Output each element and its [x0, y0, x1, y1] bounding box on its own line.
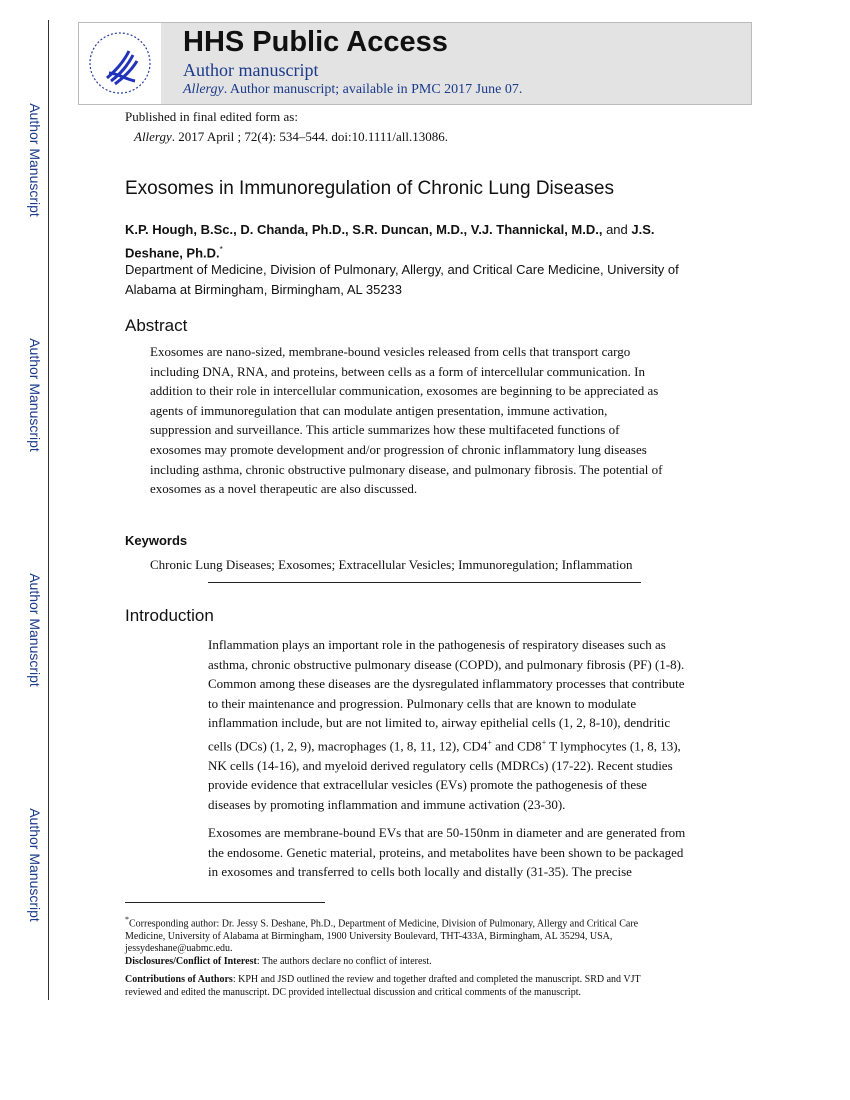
footnote-rule	[125, 902, 325, 903]
hhs-eagle-icon	[79, 23, 161, 104]
text-line: Alabama at Birmingham, Birmingham, AL 35233	[125, 282, 402, 297]
footnote-text: Corresponding author: Dr. Jessy S. Deshane, Ph.D., Department of Medicine, Division of Pulmonary, Allergy and Critical Care	[129, 918, 639, 930]
text-line: suppression and surveillance. This article summarizes how these multifaceted functions of	[150, 422, 620, 438]
corresponding-author-note	[125, 914, 638, 956]
text-line: provide evidence that extracellular vesicles (EVs) promote the pathogenesis of these	[208, 777, 647, 793]
authors-text: Deshane, Ph.D.	[125, 245, 220, 261]
introduction-heading: Introduction	[125, 606, 214, 625]
text-line: cells (DCs) (1, 2, 9), macrophages (1, 8, 11, 12), CD4+ and CD8+ T lymphocytes (1, 8, 13),	[208, 737, 681, 754]
text-line: exosomes may promote development and/or progression of chronic inflammatory lung diseases	[150, 441, 647, 457]
side-label	[27, 560, 43, 700]
side-label-text: Author Manuscript	[27, 808, 43, 922]
availability-line	[183, 82, 522, 98]
text-line: Common among these diseases are the dysregulated inflammatory processes that contribute	[208, 676, 685, 692]
footnote-text: Medicine, University of Alabama at Birmingham, 1900 University Boulevard, THT-433A, Birmingham, AL 35294, USA,	[125, 930, 613, 942]
disclosures-note	[125, 956, 432, 969]
text-line: agents of immunoregulation that can modulate antigen presentation, immune activation,	[150, 402, 608, 418]
side-label-text: Author Manuscript	[27, 573, 43, 687]
text-line	[125, 914, 638, 931]
intro-paragraph-1	[208, 635, 685, 815]
disclosures-text: : The authors declare no conflict of interest.	[256, 956, 432, 967]
side-label-text: Author Manuscript	[27, 338, 43, 452]
text-line	[125, 974, 641, 987]
text-line: addition to their role in intercellular communication, exosomes are beginning to be appreciated as	[150, 383, 659, 399]
availability-text: . Author manuscript; available in PMC 2017 June 07.	[223, 82, 523, 97]
footnote-mark: *	[219, 245, 223, 254]
journal-name: Allergy	[183, 82, 224, 97]
text-line: to their maintenance and progression. Pulmonary cells that are known to modulate	[208, 695, 637, 711]
article-title: Exosomes in Immunoregulation of Chronic Lung Diseases	[125, 178, 614, 199]
text-line	[125, 931, 638, 944]
authors	[125, 220, 655, 263]
authors-and: and	[602, 222, 632, 237]
text-line: including asthma, chronic obstructive pulmonary disease, and pulmonary fibrosis. The potential of	[150, 461, 663, 477]
text-line: NK cells (14-16), and myeloid derived regulatory cells (MDRCs) (17-22). Recent studies	[208, 757, 673, 773]
text-line: the endosome. Genetic material, proteins, and metabolites have been shown to be packaged	[208, 844, 684, 860]
divider	[208, 582, 641, 583]
hhs-title: HHS Public Access	[183, 26, 448, 58]
keywords: Chronic Lung Diseases; Exosomes; Extracellular Vesicles; Immunoregulation; Inflammation	[150, 557, 633, 572]
footnote-text: reviewed and edited the manuscript. DC provided intellectual discussion and critical comments of the manuscript.	[125, 986, 581, 998]
footnote-text: jessydeshane@uabmc.edu.	[125, 943, 233, 955]
contributions-label: Contributions of Authors	[125, 974, 233, 985]
affiliation	[125, 260, 679, 300]
text-line: including DNA, RNA, and proteins, between cells as a form of intercellular communication. In	[150, 363, 645, 379]
side-label	[27, 325, 43, 465]
keywords-heading: Keywords	[125, 533, 188, 548]
text-line: Exosomes are nano-sized, membrane-bound vesicles released from cells that transport cargo	[150, 344, 631, 359]
footnote-mark: *	[125, 915, 129, 924]
text-line: Exosomes are membrane-bound EVs that are 50-150nm in diameter and are generated from	[208, 825, 686, 840]
published-label: Published in final edited form as:	[125, 109, 298, 124]
text-line	[125, 987, 641, 1000]
text-line: inflammation include, but are not limited to, airway epithelial cells (1, 2, 8-10), dendritic	[208, 715, 671, 731]
text-line: exosomes as a novel therapeutic are also discussed.	[150, 481, 418, 497]
text-line	[125, 943, 638, 956]
hhs-logo	[79, 23, 161, 104]
text-line: in exosomes and transferred to cells both locally and distally (31-35). The precise	[208, 864, 632, 880]
abstract-heading: Abstract	[125, 316, 188, 335]
journal-name: Allergy	[134, 128, 172, 144]
citation: . 2017 April ; 72(4): 534–544. doi:10.1111/all.13086.	[171, 128, 449, 144]
text-line: asthma, chronic obstructive pulmonary disease (COPD), and pulmonary fibrosis (PF) (1-8).	[208, 656, 685, 672]
margin-rule	[48, 20, 49, 1000]
footnote-text: : KPH and JSD outlined the review and together drafted and completed the manuscript. SRD and VJT	[232, 974, 641, 985]
abstract-body	[150, 342, 662, 499]
authors-text: J.S.	[631, 222, 655, 237]
text-line: Inflammation plays an important role in the pathogenesis of respiratory diseases such as	[208, 637, 666, 652]
side-label	[27, 795, 43, 935]
contributions-note	[125, 974, 641, 999]
disclosures-label: Disclosures/Conflict of Interest	[125, 956, 257, 967]
side-label	[27, 90, 43, 230]
text-line: Department of Medicine, Division of Pulmonary, Allergy, and Critical Care Medicine, University of	[125, 262, 679, 277]
authors-text: K.P. Hough, B.Sc., D. Chanda, Ph.D., S.R. Duncan, M.D., V.J. Thannickal, M.D.,	[125, 222, 603, 237]
text-line: diseases by promoting inflammation and immune activation (23-30).	[208, 797, 566, 813]
author-manuscript-label: Author manuscript	[183, 60, 319, 80]
intro-paragraph-2	[208, 823, 685, 882]
published-info	[125, 107, 448, 146]
side-label-text: Author Manuscript	[27, 103, 43, 217]
